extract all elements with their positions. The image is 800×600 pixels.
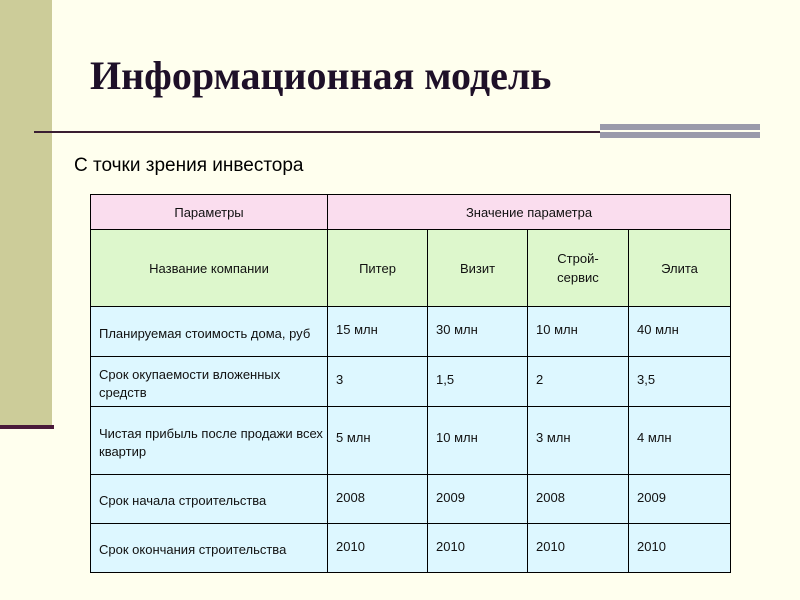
value-cell: 3,5 <box>629 357 731 407</box>
value-cell: 1,5 <box>428 357 528 407</box>
sidebar-accent-line <box>0 425 54 429</box>
company-cell: Элита <box>629 230 731 307</box>
slide-title: Информационная модель <box>90 53 552 98</box>
table-row <box>91 307 731 357</box>
value-header-cell: Значение параметра <box>328 195 731 230</box>
title-divider <box>34 131 600 133</box>
table-row <box>91 357 731 407</box>
param-cell: Срок окончания строительства <box>91 524 328 573</box>
value-cell: 2010 <box>528 524 629 573</box>
param-cell: Планируемая стоимость дома, руб <box>91 307 328 357</box>
title-divider-accent <box>600 124 760 138</box>
value-cell: 2008 <box>328 475 428 524</box>
table-row <box>91 475 731 524</box>
value-cell: 3 млн <box>528 407 629 475</box>
company-label-cell: Название компании <box>91 230 328 307</box>
param-cell: Чистая прибыль после продажи всех квартир <box>91 407 328 475</box>
value-cell: 15 млн <box>328 307 428 357</box>
params-header-cell: Параметры <box>91 195 328 230</box>
company-cell: Питер <box>328 230 428 307</box>
company-names-row <box>91 230 731 307</box>
company-name: Строй-сервис <box>557 251 599 285</box>
slide-subtitle: С точки зрения инвестора <box>74 155 304 176</box>
value-cell: 5 млн <box>328 407 428 475</box>
param-cell: Срок окупаемости вложенных средств <box>91 357 328 407</box>
company-cell: Визит <box>428 230 528 307</box>
value-cell: 2008 <box>528 475 629 524</box>
value-cell: 2010 <box>629 524 731 573</box>
sidebar-decoration <box>0 0 52 428</box>
value-cell: 3 <box>328 357 428 407</box>
value-cell: 30 млн <box>428 307 528 357</box>
value-cell: 40 млн <box>629 307 731 357</box>
value-cell: 2010 <box>328 524 428 573</box>
value-cell: 10 млн <box>528 307 629 357</box>
param-cell: Срок начала строительства <box>91 475 328 524</box>
value-cell: 2009 <box>629 475 731 524</box>
company-cell <box>528 230 629 307</box>
investor-parameters-table <box>90 194 731 573</box>
value-cell: 2 <box>528 357 629 407</box>
value-cell: 10 млн <box>428 407 528 475</box>
table-row <box>91 407 731 475</box>
table-row <box>91 524 731 573</box>
value-cell: 4 млн <box>629 407 731 475</box>
table-header-row <box>91 195 731 230</box>
value-cell: 2010 <box>428 524 528 573</box>
value-cell: 2009 <box>428 475 528 524</box>
